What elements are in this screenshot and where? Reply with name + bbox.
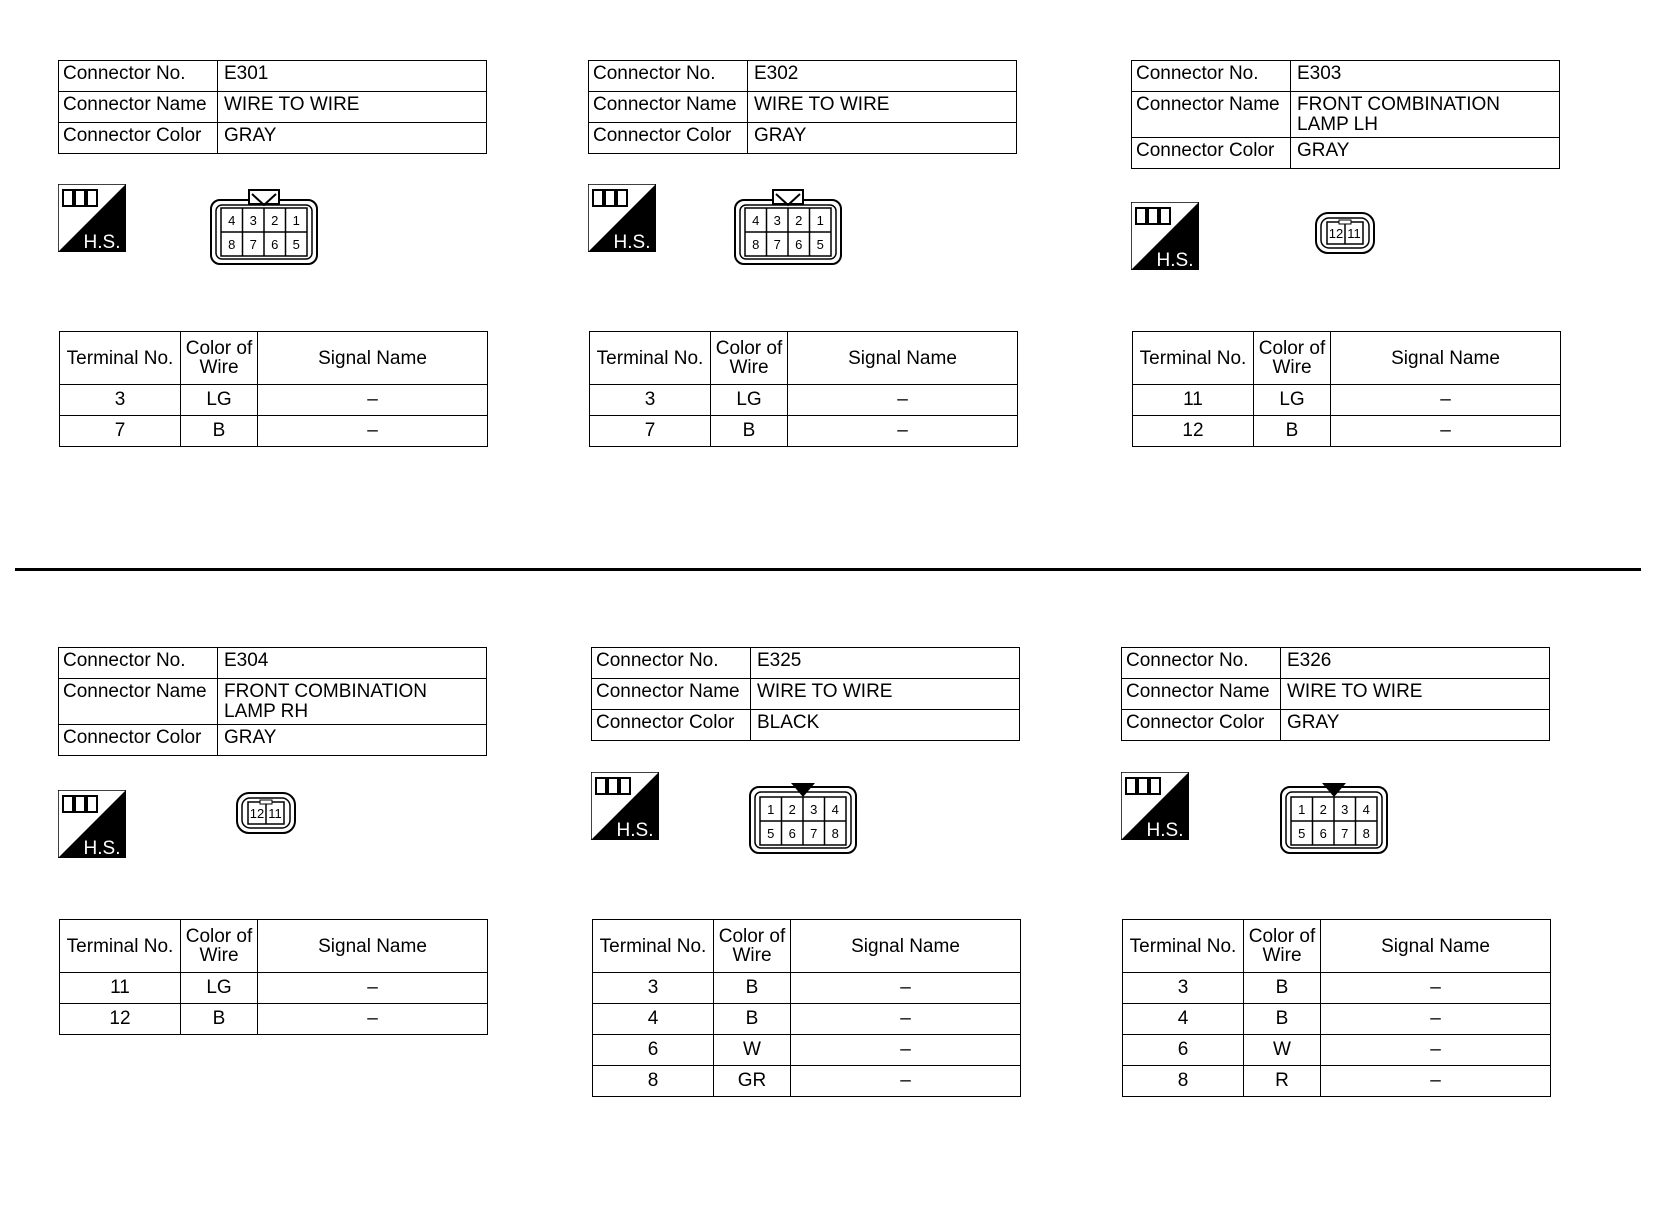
connector-name-label: Connector Name [59, 92, 218, 123]
connector-name-label: Connector Name [1132, 92, 1291, 138]
connector-no-label: Connector No. [592, 648, 751, 679]
harness-side-icon [591, 772, 659, 840]
connector-no-value: E325 [751, 648, 1020, 679]
connector-color-value: GRAY [218, 725, 487, 756]
table-row: 11 LG – [60, 973, 488, 1004]
table-row: 12 B – [1133, 416, 1561, 447]
connector-color-label: Connector Color [592, 710, 751, 741]
harness-side-icon [58, 790, 126, 858]
harness-side-icon [588, 184, 656, 252]
color-of-wire-header: Color of Wire [1254, 332, 1331, 385]
table-row: 7 B – [590, 416, 1018, 447]
connector-block-e326 [1121, 647, 1561, 1147]
terminal-no-header: Terminal No. [1123, 920, 1244, 973]
pin-label: 5 [292, 237, 300, 252]
signal-name-header: Signal Name [258, 920, 488, 973]
color-of-wire-header: Color of Wire [714, 920, 791, 973]
pin-label: 4 [831, 802, 839, 817]
table-row: 3 B – [1123, 973, 1551, 1004]
connector-no-value: E303 [1291, 61, 1560, 92]
connector-no-label: Connector No. [1122, 648, 1281, 679]
connector-name-value: WIRE TO WIRE [748, 92, 1017, 123]
table-row: 6 W – [593, 1035, 1021, 1066]
harness-side-icon [58, 184, 126, 252]
connector-name-value: FRONT COMBINATION LAMP RH [218, 679, 487, 725]
connector-name-value: WIRE TO WIRE [218, 92, 487, 123]
pin-label: 4 [228, 213, 236, 228]
connector-no-label: Connector No. [59, 61, 218, 92]
pin-label: 3 [1341, 802, 1349, 817]
signal-name-header: Signal Name [258, 332, 488, 385]
connector-info-table [58, 647, 487, 756]
connector-block-e301 [58, 60, 498, 560]
pin-label: 6 [795, 237, 803, 252]
table-row: 3 LG – [590, 385, 1018, 416]
signal-name-header: Signal Name [1331, 332, 1561, 385]
pin-label: 8 [1362, 826, 1370, 841]
pin-label: 7 [773, 237, 781, 252]
connector-block-e325 [591, 647, 1031, 1147]
table-row: 11 LG – [1133, 385, 1561, 416]
pin-label: 11 [1347, 226, 1361, 241]
table-row: 8 GR – [593, 1066, 1021, 1097]
harness-side-icon [1131, 202, 1199, 270]
terminal-table [1122, 919, 1551, 1097]
hs-badge-text: H.S. [613, 232, 651, 252]
connector-name-label: Connector Name [59, 679, 218, 725]
hs-badge-text: H.S. [83, 838, 121, 858]
connector-info-table [588, 60, 1017, 154]
table-row: 3 LG – [60, 385, 488, 416]
hs-badge-text: H.S. [1156, 250, 1194, 270]
terminal-table [589, 331, 1018, 447]
hs-badge-text: H.S. [616, 820, 654, 840]
pin-label: 4 [1362, 802, 1370, 817]
connector-2pin-diagram [235, 791, 297, 835]
connector-block-e303 [1131, 60, 1571, 560]
pin-label: 5 [767, 826, 775, 841]
pin-label: 2 [795, 213, 803, 228]
pin-label: 3 [773, 213, 781, 228]
terminal-no-header: Terminal No. [590, 332, 711, 385]
connector-color-label: Connector Color [59, 123, 218, 154]
section-divider [15, 568, 1641, 571]
connector-8pin-diagram [1279, 777, 1389, 855]
connector-8pin-diagram [748, 777, 858, 855]
connector-no-value: E304 [218, 648, 487, 679]
connector-color-label: Connector Color [1132, 138, 1291, 169]
connector-color-value: BLACK [751, 710, 1020, 741]
connector-name-label: Connector Name [592, 679, 751, 710]
pin-label: 12 [249, 806, 265, 821]
connector-block-e302 [588, 60, 1028, 560]
hs-badge-text: H.S. [83, 232, 121, 252]
connector-color-label: Connector Color [59, 725, 218, 756]
connector-color-value: GRAY [1281, 710, 1550, 741]
terminal-no-header: Terminal No. [1133, 332, 1254, 385]
connector-color-value: GRAY [1291, 138, 1560, 169]
table-row: 3 B – [593, 973, 1021, 1004]
connector-no-value: E326 [1281, 648, 1550, 679]
terminal-table [592, 919, 1021, 1097]
pin-label: 3 [249, 213, 257, 228]
pin-label: 11 [268, 806, 282, 821]
connector-color-value: GRAY [218, 123, 487, 154]
connector-name-value: WIRE TO WIRE [1281, 679, 1550, 710]
terminal-table [59, 919, 488, 1035]
connector-no-value: E301 [218, 61, 487, 92]
connector-8pin-diagram [209, 188, 319, 266]
pin-label: 2 [271, 213, 279, 228]
pin-label: 5 [1298, 826, 1306, 841]
terminal-no-header: Terminal No. [60, 920, 181, 973]
table-row: 12 B – [60, 1004, 488, 1035]
connector-no-label: Connector No. [59, 648, 218, 679]
table-row: 4 B – [1123, 1004, 1551, 1035]
signal-name-header: Signal Name [1321, 920, 1551, 973]
connector-info-table [1121, 647, 1550, 741]
connector-name-label: Connector Name [1122, 679, 1281, 710]
pin-label: 7 [1341, 826, 1349, 841]
pin-label: 1 [816, 213, 824, 228]
table-row: 8 R – [1123, 1066, 1551, 1097]
terminal-no-header: Terminal No. [593, 920, 714, 973]
color-of-wire-header: Color of Wire [711, 332, 788, 385]
signal-name-header: Signal Name [788, 332, 1018, 385]
connector-color-label: Connector Color [1122, 710, 1281, 741]
table-row: 7 B – [60, 416, 488, 447]
hs-badge-text: H.S. [1146, 820, 1184, 840]
terminal-table [59, 331, 488, 447]
connector-2pin-diagram [1314, 211, 1376, 255]
pin-label: 7 [249, 237, 257, 252]
pin-label: 6 [788, 826, 796, 841]
pin-label: 3 [810, 802, 818, 817]
terminal-table [1132, 331, 1561, 447]
connector-info-table [591, 647, 1020, 741]
color-of-wire-header: Color of Wire [181, 332, 258, 385]
connector-no-label: Connector No. [1132, 61, 1291, 92]
pin-label: 12 [1328, 226, 1344, 241]
pin-label: 6 [1319, 826, 1327, 841]
pin-label: 8 [752, 237, 760, 252]
pin-label: 5 [816, 237, 824, 252]
color-of-wire-header: Color of Wire [181, 920, 258, 973]
pin-label: 1 [292, 213, 300, 228]
signal-name-header: Signal Name [791, 920, 1021, 973]
pin-label: 1 [1298, 802, 1306, 817]
pin-label: 2 [788, 802, 796, 817]
pin-label: 8 [228, 237, 236, 252]
table-row: 6 W – [1123, 1035, 1551, 1066]
pin-label: 7 [810, 826, 818, 841]
connector-info-table [58, 60, 487, 154]
connector-color-label: Connector Color [589, 123, 748, 154]
pin-label: 1 [767, 802, 775, 817]
connector-info-table [1131, 60, 1560, 169]
table-row: 4 B – [593, 1004, 1021, 1035]
connector-8pin-diagram [733, 188, 843, 266]
connector-block-e304 [58, 647, 498, 1147]
harness-side-icon [1121, 772, 1189, 840]
pin-label: 2 [1319, 802, 1327, 817]
connector-no-value: E302 [748, 61, 1017, 92]
terminal-no-header: Terminal No. [60, 332, 181, 385]
pin-label: 8 [831, 826, 839, 841]
connector-name-value: WIRE TO WIRE [751, 679, 1020, 710]
color-of-wire-header: Color of Wire [1244, 920, 1321, 973]
connector-name-label: Connector Name [589, 92, 748, 123]
connector-color-value: GRAY [748, 123, 1017, 154]
pin-label: 6 [271, 237, 279, 252]
connector-no-label: Connector No. [589, 61, 748, 92]
connector-name-value: FRONT COMBINATION LAMP LH [1291, 92, 1560, 138]
pin-label: 4 [752, 213, 760, 228]
